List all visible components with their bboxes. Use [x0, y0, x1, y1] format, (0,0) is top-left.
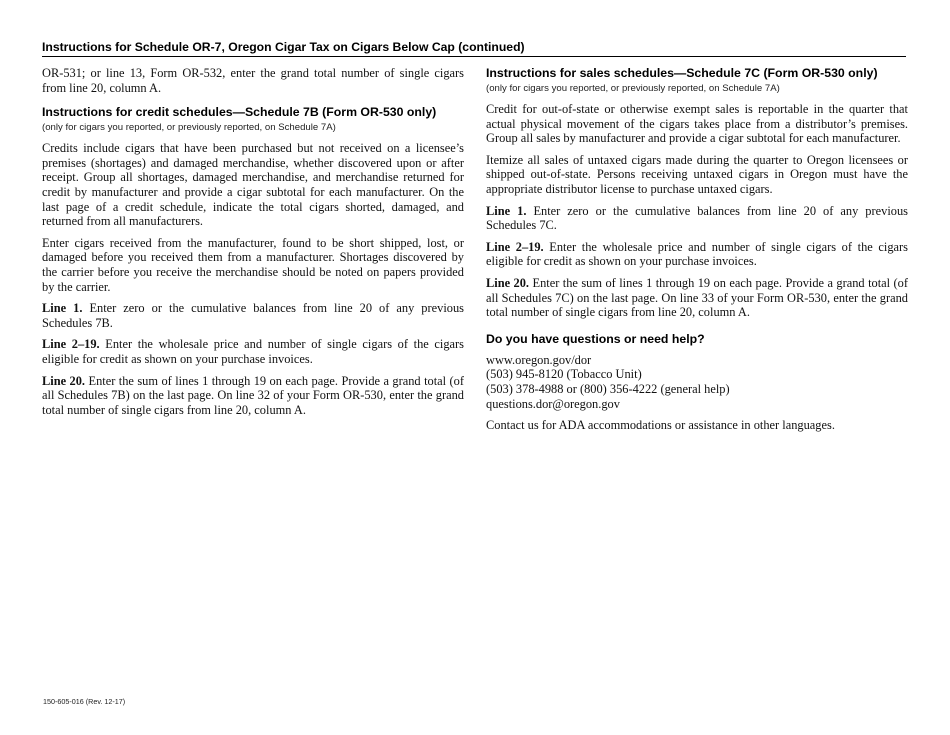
credit-paragraph-2: Enter cigars received from the manufacturer, found to be short shipped, lost, or damaged before you received them from a manufacturer. Shortages discovered by the carrier before you receive the merchandise should be noted on papers provided by the carrier.	[42, 235, 464, 294]
sales-schedules-subnote: (only for cigars you reported, or previously reported, on Schedule 7A)	[486, 83, 780, 94]
sales-line-1	[486, 204, 908, 233]
credit-line-1-label: Line 1.	[42, 301, 83, 316]
credit-line-2-19-label: Line 2–19.	[42, 337, 100, 352]
left-column	[42, 66, 464, 424]
form-code: 150-605-016 (Rev. 12-17)	[43, 697, 126, 706]
sales-line-2-19-text: Enter the wholesale price and number of single cigars of the cigars eligible for credit as shown on your purchase invoices.	[486, 239, 909, 269]
sales-schedules-heading: Instructions for sales schedules—Schedule 7C (Form OR-530 only)	[486, 66, 878, 80]
help-heading: Do you have questions or need help?	[486, 331, 705, 346]
sales-line-1-label: Line 1.	[486, 203, 527, 218]
sales-line-20-text: Enter the sum of lines 1 through 19 on each page. Provide a grand total (of all Schedules 7C) on the last page. On line 33 of your Form OR-530, enter the grand total number of single cigars from line 20, column A.	[486, 275, 908, 320]
sales-paragraph-2: Itemize all sales of untaxed cigars made during the quarter to Oregon licensees or shipped out-of-state. Persons receiving untaxed cigars in Oregon must have the appropriate distributor license to purchase untaxed cigars.	[486, 152, 908, 196]
email-link[interactable]: questions.dor@oregon.gov	[486, 396, 620, 411]
general-help-phone: (503) 378-4988 or (800) 356-4222 (general help)	[486, 381, 730, 396]
credit-paragraph-1: Credits include cigars that have been purchased but not received on a licensee’s premises (shortages) and damaged merchandise, whether discovered upon or after receipt. Group all shortages, damaged merchandise, and merchandise returned for credit by manufacturer and provide a cigar subtotal for each manufacturer. On the last page of a credit schedule, indicate the total cigars shorted, damaged, and returned from all manufacturers.	[42, 141, 464, 229]
website-link[interactable]: www.oregon.gov/dor	[486, 352, 592, 367]
credit-line-1	[42, 301, 464, 330]
tobacco-unit-phone: (503) 945-8120 (Tobacco Unit)	[486, 367, 642, 382]
sales-line-20-label: Line 20.	[486, 275, 530, 290]
sales-paragraph-1: Credit for out-of-state or otherwise exempt sales is reportable in the quarter that actual physical movement of the cigars takes place from a distributor’s premises. Group all sales by manufacturer and provide a cigar subtotal for each manufacturer.	[486, 102, 908, 146]
ada-note: Contact us for ADA accommodations or assistance in other languages.	[486, 418, 835, 433]
credit-line-20-label: Line 20.	[42, 373, 86, 388]
sales-line-2-19-label: Line 2–19.	[486, 239, 544, 254]
sales-line-1-text: Enter zero or the cumulative balances from line 20 of any previous Schedules 7C.	[486, 203, 908, 233]
right-column	[486, 66, 908, 440]
sales-line-2-19	[486, 240, 908, 269]
contact-block	[486, 353, 908, 411]
credit-line-20	[42, 374, 464, 418]
sales-line-20	[486, 276, 908, 320]
credit-line-2-19	[42, 337, 464, 366]
credit-schedules-heading: Instructions for credit schedules—Schedule 7B (Form OR-530 only)	[42, 105, 437, 120]
credit-line-20-text: Enter the sum of lines 1 through 19 on each page. Provide a grand total (of all Schedules 7B) on the last page. On line 32 of your Form OR-530, enter the grand total number of single cigars from line 20, column A.	[42, 373, 464, 417]
page-header: Instructions for Schedule OR-7, Oregon Cigar Tax on Cigars Below Cap (continued)	[42, 40, 906, 57]
intro-paragraph: OR-531; or line 13, Form OR-532, enter the grand total number of single cigars from line 20, column A.	[42, 66, 464, 95]
credit-schedules-subnote: (only for cigars you reported, or previously reported, on Schedule 7A)	[42, 122, 336, 134]
credit-line-1-text: Enter zero or the cumulative balances from line 20 of any previous Schedules 7B.	[42, 301, 464, 330]
credit-line-2-19-text: Enter the wholesale price and number of single cigars of the cigars eligible for credit as shown on your purchase invoices.	[42, 337, 465, 366]
